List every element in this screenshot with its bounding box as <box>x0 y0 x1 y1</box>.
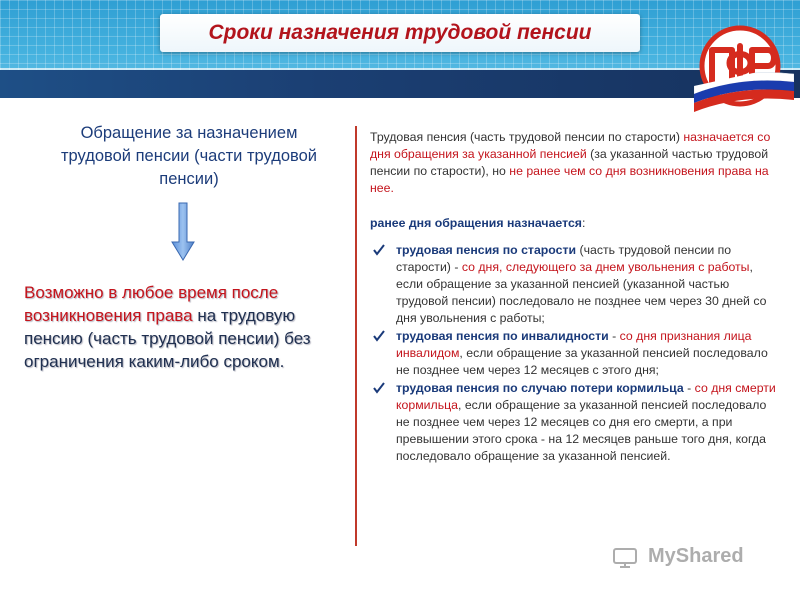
intro-paragraph <box>370 129 780 197</box>
left-main-red: Возможно в любое время после возникновения права <box>24 283 279 325</box>
item-text: - <box>683 381 695 395</box>
item-text: (часть трудовой пенсии по старости) - <box>396 243 732 274</box>
left-main-rest: на трудовую пенсию (часть трудовой пенсии) без ограничения каким-либо сроком. <box>24 306 311 371</box>
sub-heading-text: ранее дня обращения назначается <box>370 216 582 230</box>
item-red-text: со дня признания лица инвалидом <box>396 329 752 360</box>
intro-red-text: назначается со дня обращения за указанной пенсией <box>370 130 771 161</box>
item-text-2: , если обращение за указанной пенсией последовало не позднее чем через 12 месяцев с этого дня; <box>396 346 768 377</box>
list-item <box>370 242 780 327</box>
watermark-icon <box>612 545 642 569</box>
sub-heading-colon: : <box>581 216 586 230</box>
item-red-text: со дня смерти кормильца <box>396 381 776 412</box>
intro-text: Трудовая пенсия (часть трудовой пенсии по старости) <box>370 130 684 144</box>
item-red-text: со дня, следующего за днем увольнения с работы <box>461 260 750 274</box>
left-main-text <box>24 281 346 373</box>
page-title: Сроки назначения трудовой пенсии <box>208 21 592 44</box>
left-top-text: Обращение за назначением трудовой пенсии (части трудовой пенсии) <box>60 124 317 188</box>
item-text-2: , если обращение за указанной пенсией (указанной частью трудовой пенсии) последовало не позднее чем через 30 дней со дня увольнения с работы; <box>396 260 767 325</box>
watermark-text: MyShared <box>648 545 744 567</box>
checkmark-icon <box>372 329 386 343</box>
list-item <box>370 328 780 379</box>
watermark <box>612 545 772 571</box>
item-text: - <box>608 329 620 343</box>
intro-text-2: (за указанной частью трудовой пенсии по старости), но <box>370 147 769 178</box>
sub-heading <box>370 215 780 232</box>
title-box <box>160 14 640 52</box>
checkmark-icon <box>372 243 386 257</box>
item-title: трудовая пенсия по инвалидности <box>396 329 609 343</box>
arrow-down-icon <box>170 202 196 262</box>
conditions-list <box>370 242 780 465</box>
checkmark-icon <box>372 381 386 395</box>
intro-red-text-2: не ранее чем со дня возникновения права на нее. <box>370 164 769 195</box>
header-band <box>0 70 800 98</box>
item-text-2: , если обращение за указанной пенсией последовало не позднее чем через 12 месяцев со дня его смерти, а при превышении этого срока - на 12 месяцев раньше того дня, когда последовало обращение за указанной пенсией. <box>396 398 767 463</box>
pfr-logo-icon <box>690 24 794 114</box>
vertical-divider <box>355 126 357 546</box>
right-column <box>370 129 780 466</box>
item-title: трудовая пенсия по случаю потери кормильца <box>396 381 684 395</box>
list-item <box>370 380 780 465</box>
item-title: трудовая пенсия по старости <box>396 243 577 257</box>
